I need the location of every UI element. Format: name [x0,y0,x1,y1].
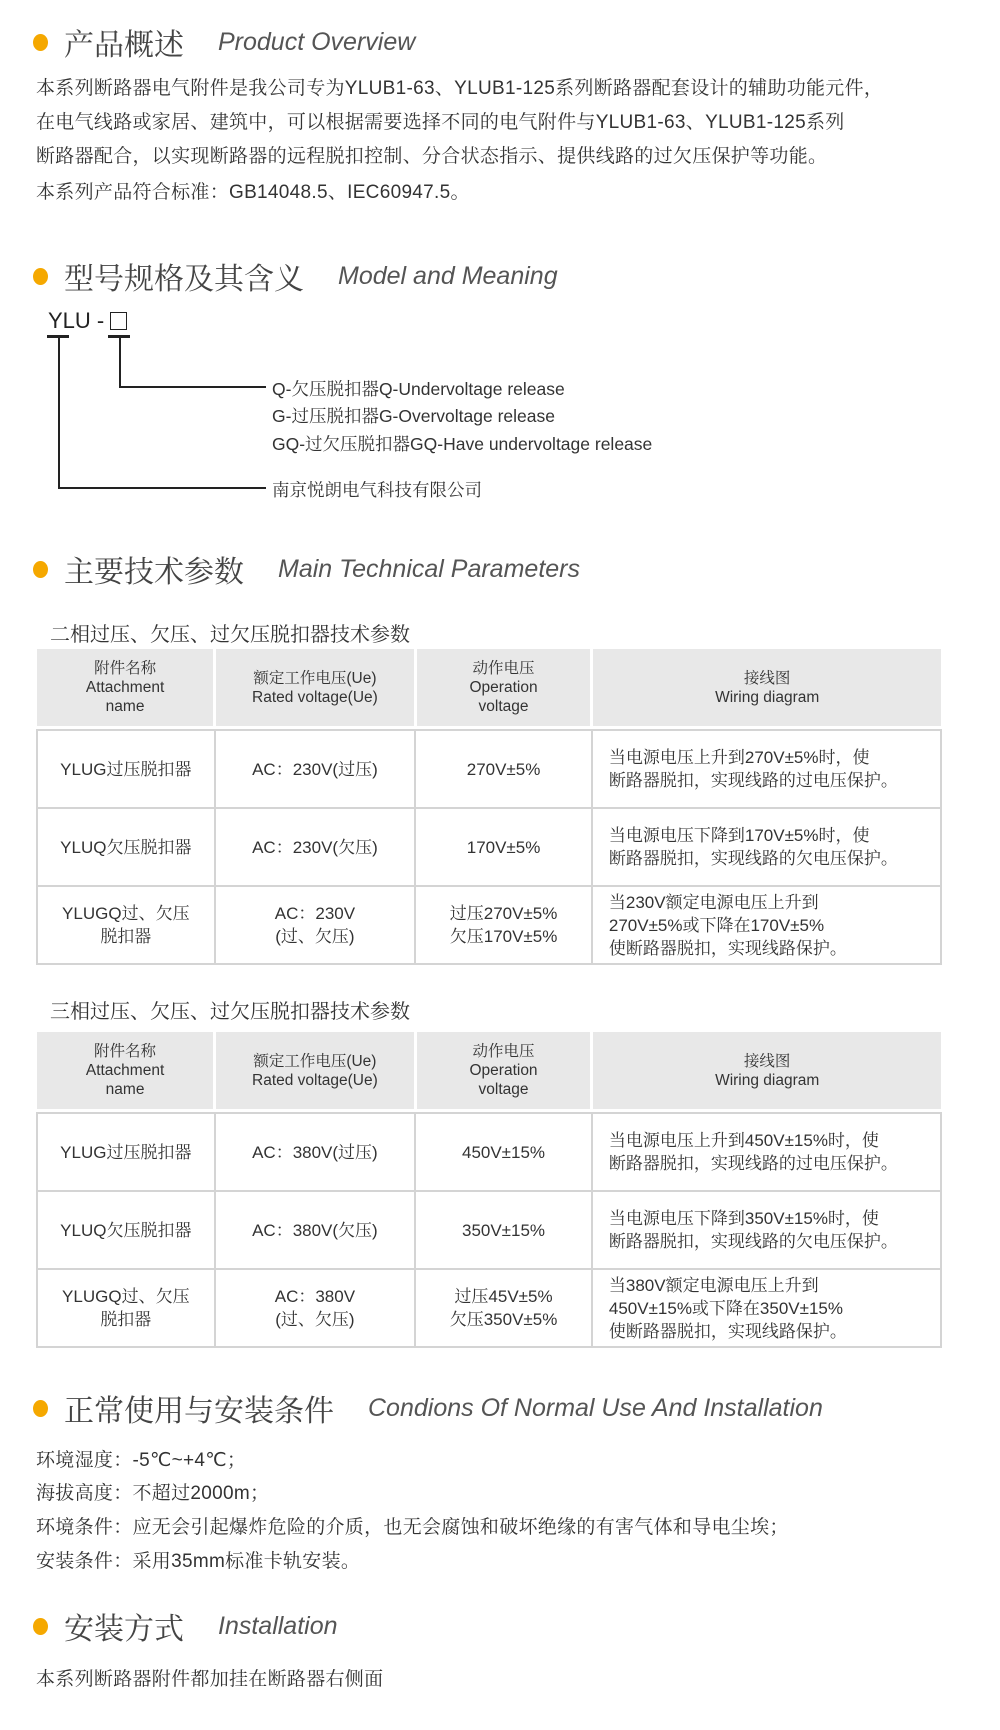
overview-line: 在电气线路或家居、建筑中，可以根据需要选择不同的电气附件与YLUB1-63、YLUB1-125系列 [36,112,845,133]
bullet-dot-icon [33,1400,48,1417]
table-cell: AC：380V (过、欠压) [215,1269,416,1347]
table-cell: 350V±15% [415,1191,592,1269]
heading-en: Model and Meaning [338,261,558,290]
overview-line: 断路器配合，以实现断路器的远程脱扣控制、分合状态指示、提供线路的过欠压保护等功能。 [36,146,828,167]
table-cell: YLUGQ过、欠压 脱扣器 [37,886,215,964]
table-row [37,730,941,808]
section-heading-conditions [33,1386,823,1430]
table-cell: AC：230V(过压) [215,730,416,808]
column-header: 附件名称 Attachment name [37,1032,215,1109]
table-cell: AC：380V(过压) [215,1113,416,1191]
section-heading-params [33,547,580,591]
legend-item: Q-欠压脱扣器Q-Undervoltage release [272,379,565,399]
placeholder-box-icon [110,312,127,330]
section-heading-overview [33,20,415,64]
table-caption: 三相过压、欠压、过欠压脱扣器技术参数 [50,1001,410,1023]
condition-line: 环境条件：应无会引起爆炸危险的介质，也无会腐蚀和破坏绝缘的有害气体和导电尘埃； [36,1517,789,1538]
section-heading-installation [33,1604,338,1648]
table-header-row [37,1032,941,1109]
heading-en: Product Overview [218,27,416,56]
table-row [37,808,941,886]
heading-cn: 正常使用与安装条件 [64,1395,334,1428]
column-header: 动作电压 Operation voltage [415,649,592,726]
table-cell: 过压270V±5% 欠压170V±5% [415,886,592,964]
table-cell: 270V±5% [415,730,592,808]
table-cell: YLUQ欠压脱扣器 [37,1191,215,1269]
table-cell: 当230V额定电源电压上升到 270V±5%或下降在170V±5% 使断路器脱扣，实现线路保护。 [592,886,941,964]
table-cell: 当电源电压下降到350V±15%时，使 断路器脱扣，实现线路的欠电压保护。 [592,1191,941,1269]
column-header: 动作电压 Operation voltage [415,1032,592,1109]
overview-line: 本系列产品符合标准：GB14048.5、IEC60947.5。 [36,182,470,203]
condition-line: 环境湿度：-5℃~+4℃； [36,1450,247,1471]
table-row [37,886,941,964]
condition-line: 安装条件：采用35mm标准卡轨安装。 [36,1551,361,1572]
table-cell: YLUG过压脱扣器 [37,730,215,808]
params-table-three-phase [36,1032,942,1348]
overview-line: 本系列断路器电气附件是我公司专为YLUB1-63、YLUB1-125系列断路器配套设计的辅助功能元件， [36,78,884,99]
heading-en: Condions Of Normal Use And Installation [368,1393,823,1422]
table-row [37,1113,941,1191]
table-cell: 当380V额定电源电压上升到 450V±15%或下降在350V±15% 使断路器脱扣，实现线路保护。 [592,1269,941,1347]
table-header-row [37,649,941,726]
column-header: 额定工作电压(Ue) Rated voltage(Ue) [215,649,416,726]
bullet-dot-icon [33,34,48,51]
column-header: 附件名称 Attachment name [37,649,215,726]
heading-cn: 型号规格及其含义 [64,263,304,296]
table-cell: 过压45V±5% 欠压350V±5% [415,1269,592,1347]
column-header: 接线图 Wiring diagram [592,649,941,726]
section-heading-model [33,254,558,298]
table-cell: YLUGQ过、欠压 脱扣器 [37,1269,215,1347]
bullet-dot-icon [33,268,48,285]
table-cell: YLUQ欠压脱扣器 [37,808,215,886]
installation-line: 本系列断路器附件都加挂在断路器右侧面 [36,1669,384,1690]
table-cell: 当电源电压上升到270V±5%时，使 断路器脱扣，实现线路的过电压保护。 [592,730,941,808]
column-header: 额定工作电压(Ue) Rated voltage(Ue) [215,1032,416,1109]
bullet-dot-icon [33,1618,48,1635]
heading-cn: 主要技术参数 [64,556,244,589]
table-cell: 170V±5% [415,808,592,886]
table-row [37,1191,941,1269]
heading-cn: 安装方式 [64,1613,184,1646]
condition-line: 海拔高度：不超过2000m； [36,1483,270,1504]
table-cell: YLUG过压脱扣器 [37,1113,215,1191]
heading-en: Main Technical Parameters [278,554,580,583]
table-caption: 二相过压、欠压、过欠压脱扣器技术参数 [50,624,410,646]
bullet-dot-icon [33,561,48,578]
legend-item: G-过压脱扣器G-Overvoltage release [272,406,555,426]
table-row [37,1269,941,1347]
table-cell: AC：230V(欠压) [215,808,416,886]
table-cell: AC：380V(欠压) [215,1191,416,1269]
model-code: YLU - [48,308,127,334]
table-cell: 当电源电压下降到170V±5%时，使 断路器脱扣，实现线路的欠电压保护。 [592,808,941,886]
heading-en: Installation [218,1611,338,1640]
table-cell: 当电源电压上升到450V±15%时，使 断路器脱扣，实现线路的过电压保护。 [592,1113,941,1191]
legend-item: GQ-过欠压脱扣器GQ-Have undervoltage release [272,434,653,454]
column-header: 接线图 Wiring diagram [592,1032,941,1109]
heading-cn: 产品概述 [64,29,184,62]
company-name: 南京悦朗电气科技有限公司 [272,480,482,500]
table-cell: 450V±15% [415,1113,592,1191]
table-cell: AC：230V (过、欠压) [215,886,416,964]
params-table-two-phase [36,649,942,965]
